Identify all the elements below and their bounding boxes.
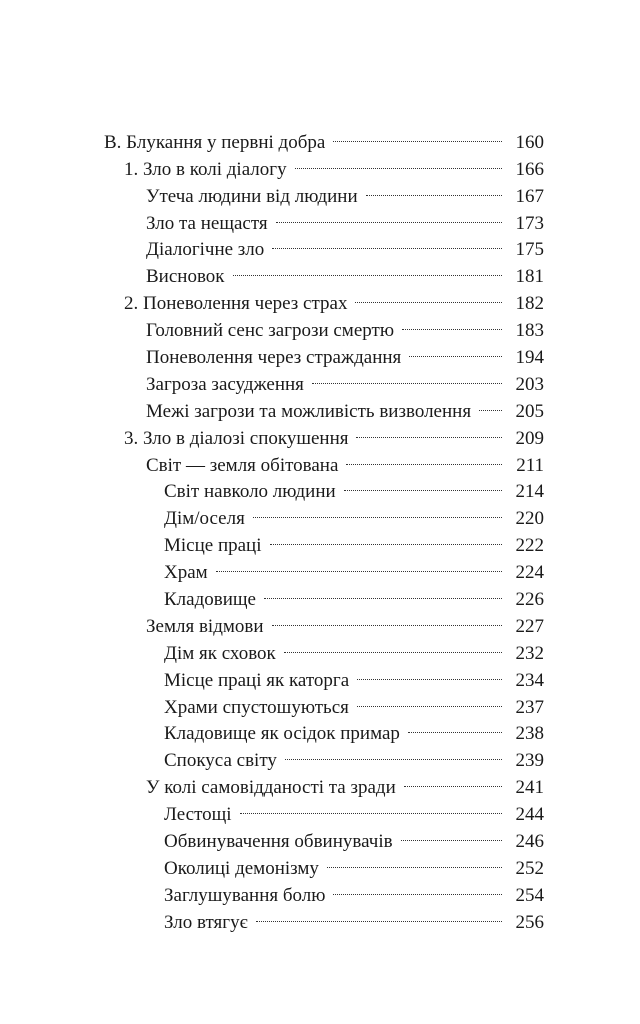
toc-entry-title: Світ — земля обітована <box>146 454 339 476</box>
toc-entry <box>0 766 544 799</box>
toc-entry-title: Поневолення через страждання <box>146 347 402 369</box>
toc-entry-title: Околиці демонізму <box>164 857 319 879</box>
toc-entry-title: Межі загрози та можливість визволення <box>146 400 472 422</box>
toc-entry <box>0 336 544 369</box>
dot-leader <box>331 121 504 148</box>
toc-entry-page-number: 175 <box>515 239 544 261</box>
toc-entry-page-number: 227 <box>515 615 544 637</box>
dot-leader <box>270 229 504 256</box>
toc-entry-page-number: 238 <box>515 723 544 745</box>
dot-leader <box>402 766 504 793</box>
toc-entry-page-number: 224 <box>515 562 544 584</box>
toc-entry <box>0 901 544 933</box>
dot-leader <box>355 686 504 713</box>
dot-leader <box>270 605 504 632</box>
toc-entry-title: Храм <box>164 562 208 584</box>
toc-entry-title: Кладовище як осідок примар <box>164 723 400 745</box>
toc-entry <box>0 255 544 288</box>
toc-entry-title: Діалогічне зло <box>146 239 265 261</box>
toc-entry <box>0 309 544 342</box>
toc-entry <box>0 390 544 422</box>
dot-leader <box>325 847 504 874</box>
dot-leader <box>342 471 504 498</box>
toc-entry-page-number: 234 <box>515 669 544 691</box>
toc-entry <box>0 847 544 879</box>
dot-leader <box>274 202 504 229</box>
toc-entry <box>0 148 544 180</box>
toc-entry <box>0 632 544 664</box>
dot-leader <box>477 390 504 417</box>
toc-entry-page-number: 220 <box>515 508 544 530</box>
toc-entry-title: Світ навколо людини <box>164 481 336 503</box>
toc-entry-page-number: 205 <box>515 400 544 422</box>
toc-entry <box>0 524 544 557</box>
toc-entry <box>0 578 544 611</box>
toc-entry-page-number: 166 <box>515 158 544 180</box>
toc-entry-title: Спокуса світу <box>164 750 277 772</box>
toc-entry <box>0 417 544 449</box>
toc-entry <box>0 793 544 826</box>
toc-entry-page-number: 241 <box>515 777 544 799</box>
toc-entry-page-number: 252 <box>515 857 544 879</box>
toc-entry-title: Дім/оселя <box>164 508 245 530</box>
toc-entry <box>0 229 544 261</box>
toc-entry <box>0 497 544 530</box>
toc-entry <box>0 686 544 718</box>
toc-entry <box>0 282 544 315</box>
toc-entry-title: Заглушування болю <box>164 884 326 906</box>
toc-entry-page-number: 209 <box>515 427 544 449</box>
toc-entry <box>0 363 544 395</box>
toc-entry-page-number: 232 <box>515 642 544 664</box>
toc-entry-page-number: 222 <box>515 535 544 557</box>
toc-entry-title: Храми спустошуються <box>164 696 349 718</box>
toc-entry-page-number: 214 <box>515 481 544 503</box>
toc-entry-title: 3. Зло в діалозі спокушення <box>124 427 349 449</box>
toc-entry-page-number: 194 <box>515 347 544 369</box>
toc-entry-page-number: 203 <box>515 373 544 395</box>
toc-entry-title: Кладовище <box>164 589 256 611</box>
toc-entry <box>0 175 544 207</box>
toc-entry <box>0 659 544 691</box>
toc-entry-page-number: 244 <box>515 804 544 826</box>
dot-leader <box>282 632 504 659</box>
toc-entry-page-number: 183 <box>515 320 544 342</box>
dot-leader <box>354 417 504 444</box>
toc-entry-page-number: 173 <box>515 212 544 234</box>
toc-entry <box>0 874 544 906</box>
toc-entry-page-number: 211 <box>516 454 544 476</box>
dot-leader <box>310 363 504 390</box>
toc-entry-title: Земля відмови <box>146 615 264 637</box>
toc-entry-page-number: 239 <box>515 750 544 772</box>
toc-entry-page-number: 167 <box>515 185 544 207</box>
toc-entry-title: В. Блукання у первні добра <box>104 131 326 153</box>
table-of-contents <box>0 121 640 933</box>
dot-leader <box>331 874 504 901</box>
dot-leader <box>238 793 504 820</box>
dot-leader <box>407 336 504 363</box>
toc-entry <box>0 121 544 153</box>
toc-entry <box>0 713 544 745</box>
dot-leader <box>400 309 504 336</box>
toc-entry-page-number: 256 <box>515 911 544 933</box>
toc-entry-page-number: 182 <box>515 293 544 315</box>
dot-leader <box>406 713 504 740</box>
dot-leader <box>231 255 504 282</box>
dot-leader <box>251 497 504 524</box>
toc-entry-page-number: 246 <box>515 831 544 853</box>
dot-leader <box>355 659 504 686</box>
dot-leader <box>262 578 504 605</box>
dot-leader <box>293 148 504 175</box>
toc-entry-title: Зло та нещастя <box>146 212 268 234</box>
toc-entry-title: 2. Поневолення через страх <box>124 293 348 315</box>
toc-entry-page-number: 237 <box>515 696 544 718</box>
dot-leader <box>283 739 504 766</box>
dot-leader <box>268 524 504 551</box>
toc-entry <box>0 820 544 853</box>
toc-entry-page-number: 160 <box>515 131 544 153</box>
dot-leader <box>214 551 504 578</box>
toc-entry-title: Головний сенс загрози смертю <box>146 320 395 342</box>
dot-leader <box>254 901 504 928</box>
toc-entry-page-number: 254 <box>515 884 544 906</box>
toc-entry-title: Місце праці як каторга <box>164 669 350 691</box>
toc-entry <box>0 551 544 584</box>
toc-entry <box>0 471 544 503</box>
toc-entry-title: У колі самовідданості та зради <box>146 777 396 799</box>
dot-leader <box>353 282 504 309</box>
dot-leader <box>364 175 504 202</box>
dot-leader <box>344 444 504 471</box>
toc-entry <box>0 444 544 476</box>
toc-entry <box>0 202 544 234</box>
toc-entry-title: Місце праці <box>164 535 262 557</box>
dot-leader <box>399 820 504 847</box>
toc-entry-page-number: 181 <box>515 266 544 288</box>
toc-entry-page-number: 226 <box>515 589 544 611</box>
toc-entry-title: Зло втягує <box>164 911 248 933</box>
toc-entry-title: Лестощі <box>164 804 232 826</box>
toc-entry-title: Загроза засудження <box>146 373 304 395</box>
toc-entry-title: Висновок <box>146 266 225 288</box>
toc-entry-title: Обвинувачення обвинувачів <box>164 831 393 853</box>
toc-entry <box>0 739 544 772</box>
toc-entry-title: 1. Зло в колі діалогу <box>124 158 287 180</box>
toc-entry-title: Утеча людини від людини <box>146 185 358 207</box>
toc-entry <box>0 605 544 637</box>
toc-entry-title: Дім як сховок <box>164 642 276 664</box>
